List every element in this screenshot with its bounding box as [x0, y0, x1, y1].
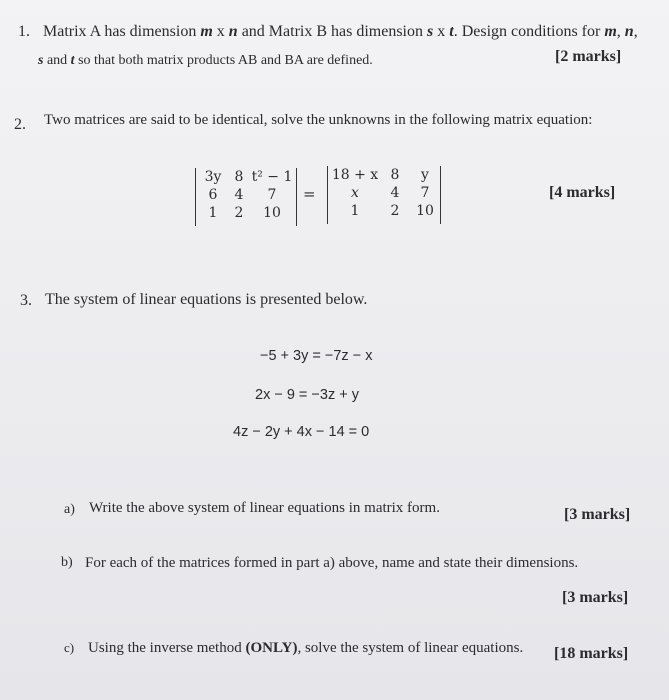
lm-r2c1: 6 [208, 187, 218, 203]
rm-r2c2: 4 [390, 185, 400, 201]
q1-line2 [38, 53, 373, 69]
rm-r1c3: y [421, 167, 429, 183]
q1-text-a: Matrix A has dimension [43, 23, 201, 40]
lm-r3c1: 1 [208, 205, 218, 221]
q2-number: 2. [14, 116, 26, 133]
equation-2: 2x − 9 = −3z + y [255, 387, 359, 403]
part-c-text-a: Using the inverse method [88, 640, 246, 656]
lm-r1c2: 8 [234, 169, 244, 185]
q1-line2-rest: so that both matrix products AB and BA are defined. [74, 53, 373, 68]
q1-line2-t: t [70, 53, 75, 68]
left-matrix [195, 168, 297, 226]
q3-number: 3. [20, 292, 32, 309]
part-a-label: a) [64, 502, 75, 517]
part-c-marks: [18 marks] [554, 645, 629, 662]
rm-r3c2: 2 [390, 203, 400, 219]
q1-marks: [2 marks] [555, 48, 622, 65]
part-b-marks: [3 marks] [562, 589, 629, 606]
lm-r2c3: 7 [267, 187, 277, 203]
lm-r2c2: 4 [234, 187, 244, 203]
part-c-text-b: , solve the system of linear equations. [297, 640, 524, 656]
q1-comma1: , [616, 23, 625, 40]
right-matrix-row-2 [328, 185, 440, 205]
q1-var-n: n [228, 23, 238, 40]
q1-x2: x [433, 23, 450, 40]
q1-comma2: , [633, 23, 638, 40]
right-matrix-row-1 [328, 167, 440, 187]
lm-r3c3: 10 [263, 205, 281, 221]
lm-r3c2: 2 [234, 205, 244, 221]
q1-list-m: m [604, 23, 617, 40]
lm-r1c3: t² − 1 [251, 169, 293, 185]
part-b-text: For each of the matrices formed in part a) above, name and state their dimensions. [85, 555, 579, 571]
left-matrix-row-1 [196, 169, 296, 189]
part-b-label: b) [61, 555, 73, 570]
part-c-only: (ONLY) [245, 640, 298, 656]
equation-3: 4z − 2y + 4x − 14 = 0 [233, 424, 370, 440]
rm-r2c1: x [351, 185, 359, 201]
matrix-equals: = [303, 185, 316, 203]
q2-marks: [4 marks] [549, 184, 616, 201]
rm-r1c2: 8 [390, 167, 400, 183]
part-a-marks: [3 marks] [564, 506, 631, 523]
q1-number: 1. [18, 23, 30, 40]
q1-var-m: m [200, 23, 213, 40]
rm-r3c1: 1 [350, 203, 360, 219]
right-matrix [327, 166, 441, 224]
q2-text: Two matrices are said to be identical, solve the unknowns in the following matrix equation: [44, 112, 593, 128]
q1-text-c: . Design conditions for [453, 23, 605, 40]
q1-text-b: and Matrix B has dimension [237, 23, 427, 40]
left-matrix-row-2 [196, 187, 296, 207]
q1-var-s: s [427, 23, 434, 40]
q1-x1: x [212, 23, 229, 40]
part-a-text: Write the above system of linear equations in matrix form. [89, 500, 440, 516]
rm-r2c3: 7 [420, 185, 430, 201]
q1-list-n: n [624, 23, 634, 40]
q1-line2-and: and [43, 53, 71, 68]
left-matrix-row-3 [196, 205, 296, 225]
equation-1: −5 + 3y = −7z − x [260, 348, 373, 364]
q1-line1 [43, 23, 638, 41]
part-c-text [88, 640, 523, 657]
q3-text: The system of linear equations is presented below. [45, 291, 368, 308]
part-c-label: c) [64, 640, 75, 655]
q1-line2-s: s [38, 53, 44, 68]
q1-var-t: t [449, 23, 454, 40]
rm-r3c3: 10 [416, 203, 434, 219]
rm-r1c1: 18 + x [331, 167, 379, 183]
right-matrix-row-3 [328, 203, 440, 223]
lm-r1c1: 3y [204, 169, 222, 185]
